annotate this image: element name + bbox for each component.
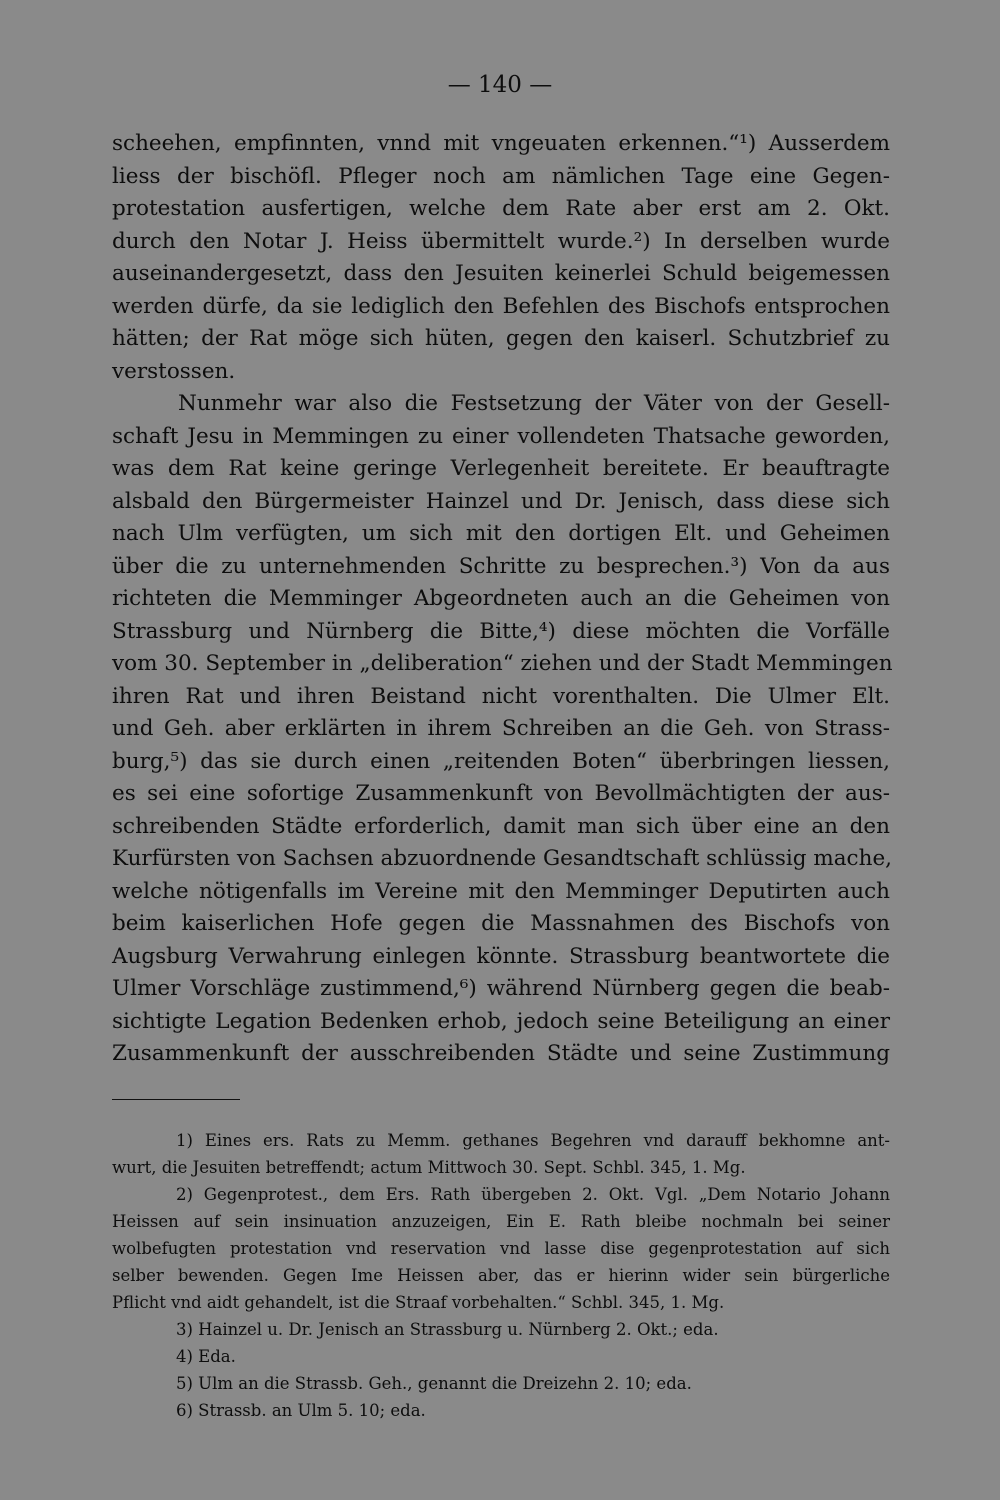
body-line: protestation ausfertigen, welche dem Rate aber erst am 2. Okt. — [112, 196, 890, 221]
body-line: und Geh. aber erklärten in ihrem Schreiben an die Geh. von Strass- — [112, 716, 890, 741]
paragraph-start-line: Nunmehr war also die Festsetzung der Väter von der Gesell- — [178, 391, 890, 416]
footnote-line: wolbefugten protestation vnd reservation vnd lasse dise gegenprotestation auf sich — [112, 1239, 890, 1258]
footnote-line: Pflicht vnd aidt gehandelt, ist die Straaf vorbehalten.“ Schbl. 345, 1. Mg. — [112, 1293, 725, 1312]
footnote-line: selber bewenden. Gegen Ime Heissen aber, das er hierinn wider sein bürgerliche — [112, 1266, 890, 1285]
body-line: schaft Jesu in Memmingen zu einer vollendeten Thatsache geworden, — [112, 423, 890, 449]
body-text — [112, 128, 893, 1071]
body-line: alsbald den Bürgermeister Hainzel und Dr. Jenisch, dass diese sich — [112, 488, 890, 514]
footnote-line: 6) Strassb. an Ulm 5. 10; eda. — [176, 1401, 426, 1420]
body-line: schreibenden Städte erforderlich, damit man sich über eine an den — [112, 813, 890, 839]
body-line: auseinandergesetzt, dass den Jesuiten keinerlei Schuld beigemessen — [112, 261, 890, 286]
body-line: beim kaiserlichen Hofe gegen die Massnahmen des Bischofs von — [112, 911, 890, 936]
body-line: burg,⁵) das sie durch einen „reitenden Boten“ überbringen liessen, — [112, 748, 890, 774]
footnote-line: 1) Eines ers. Rats zu Memm. gethanes Begehren vnd darauff bekhomne ant- — [176, 1131, 890, 1150]
body-line: über die zu unternehmenden Schritte zu besprechen.³) Von da aus — [112, 553, 890, 579]
body-line: liess der bischöfl. Pfleger noch am nämlichen Tage eine Gegen- — [112, 163, 890, 189]
body-line: was dem Rat keine geringe Verlegenheit bereitete. Er beauftragte — [112, 456, 890, 481]
footnote-line: 2) Gegenprotest., dem Ers. Rath übergeben 2. Okt. Vgl. „Dem Notario Johann — [176, 1185, 890, 1204]
body-line: nach Ulm verfügten, um sich mit den dortigen Elt. und Geheimen — [112, 521, 890, 546]
body-line: es sei eine sofortige Zusammenkunft von Bevollmächtigten der aus- — [112, 781, 890, 806]
body-line: Zusammenkunft der ausschreibenden Städte und seine Zustimmung — [112, 1041, 890, 1066]
body-line: werden dürfe, da sie lediglich den Befehlen des Bischofs entsprochen — [112, 293, 890, 319]
body-line: Strassburg und Nürnberg die Bitte,⁴) diese möchten die Vorfälle — [112, 618, 890, 644]
footnote-line: 5) Ulm an die Strassb. Geh., genannt die Dreizehn 2. 10; eda. — [176, 1374, 692, 1393]
body-line: welche nötigenfalls im Vereine mit den Memminger Deputirten auch — [112, 878, 890, 904]
body-line: Ulmer Vorschläge zustimmend,⁶) während Nürnberg gegen die beab- — [112, 976, 890, 1001]
footnote-line: 3) Hainzel u. Dr. Jenisch an Strassburg u. Nürnberg 2. Okt.; eda. — [176, 1320, 719, 1339]
body-line: Augsburg Verwahrung einlegen könnte. Strassburg beantwortete die — [112, 943, 890, 969]
footnotes — [112, 1127, 890, 1424]
body-line: ihren Rat und ihren Beistand nicht vorenthalten. Die Ulmer Elt. — [112, 683, 890, 709]
body-line: vom 30. September in „deliberation“ ziehen und der Stadt Memmingen — [112, 651, 893, 676]
footnote-line: 4) Eda. — [176, 1347, 236, 1366]
body-line: verstossen. — [112, 358, 236, 384]
body-line: durch den Notar J. Heiss übermittelt wurde.²) In derselben wurde — [112, 228, 890, 254]
body-line: hätten; der Rat möge sich hüten, gegen den kaiserl. Schutzbrief zu — [112, 326, 890, 351]
body-line: Kurfürsten von Sachsen abzuordnende Gesandtschaft schlüssig mache, — [112, 846, 893, 871]
body-line: richteten die Memminger Abgeordneten auch an die Geheimen von — [112, 586, 890, 611]
footnote-separator — [112, 1099, 240, 1100]
page-number: — 140 — — [447, 72, 553, 98]
footnote-line: wurt, die Jesuiten betreffendt; actum Mittwoch 30. Sept. Schbl. 345, 1. Mg. — [112, 1158, 746, 1177]
body-line: scheehen, empfinnten, vnnd mit vngeuaten erkennen.“¹) Ausserdem — [112, 131, 890, 156]
footnote-line: Heissen auf sein insinuation anzuzeigen, Ein E. Rath bleibe nochmaln bei seiner — [112, 1212, 890, 1231]
body-line: sichtigte Legation Bedenken erhob, jedoch seine Beteiligung an einer — [112, 1008, 890, 1034]
